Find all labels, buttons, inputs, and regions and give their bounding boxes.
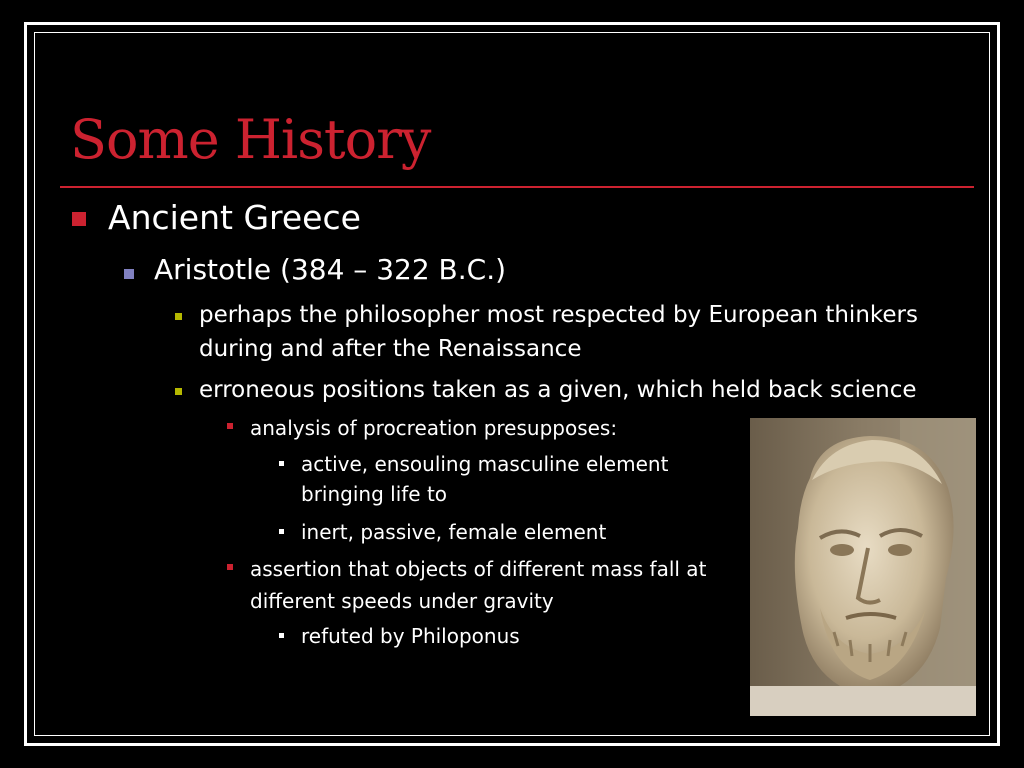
square-bullet-icon bbox=[279, 529, 284, 534]
square-bullet-icon bbox=[124, 269, 134, 279]
bullet-female-element: inert, passive, female element bbox=[301, 520, 607, 544]
square-bullet-icon bbox=[227, 564, 233, 570]
bullet-philoponus: refuted by Philoponus bbox=[301, 624, 520, 648]
slide-title: Some History bbox=[70, 108, 431, 171]
bullet-most-respected: perhaps the philosopher most respected by European thinkers during and after the Renaissance bbox=[199, 302, 918, 362]
aristotle-bust-photo bbox=[750, 418, 976, 716]
square-bullet-icon bbox=[175, 388, 182, 395]
square-bullet-icon bbox=[279, 461, 284, 466]
bullet-erroneous-positions: erroneous positions taken as a given, which held back science bbox=[199, 377, 917, 403]
square-bullet-icon bbox=[279, 633, 284, 638]
bullet-ancient-greece: Ancient Greece bbox=[108, 198, 361, 237]
bullet-aristotle: Aristotle (384 – 322 B.C.) bbox=[154, 253, 507, 286]
title-underline bbox=[60, 186, 974, 188]
bullet-masculine-element: active, ensouling masculine element bringing life to bbox=[301, 452, 669, 506]
square-bullet-icon bbox=[175, 313, 182, 320]
square-bullet-icon bbox=[72, 212, 86, 226]
bullet-mass-fall: assertion that objects of different mass fall at different speeds under gravity bbox=[250, 557, 707, 613]
bullet-procreation: analysis of procreation presupposes: bbox=[250, 416, 618, 440]
square-bullet-icon bbox=[227, 423, 233, 429]
